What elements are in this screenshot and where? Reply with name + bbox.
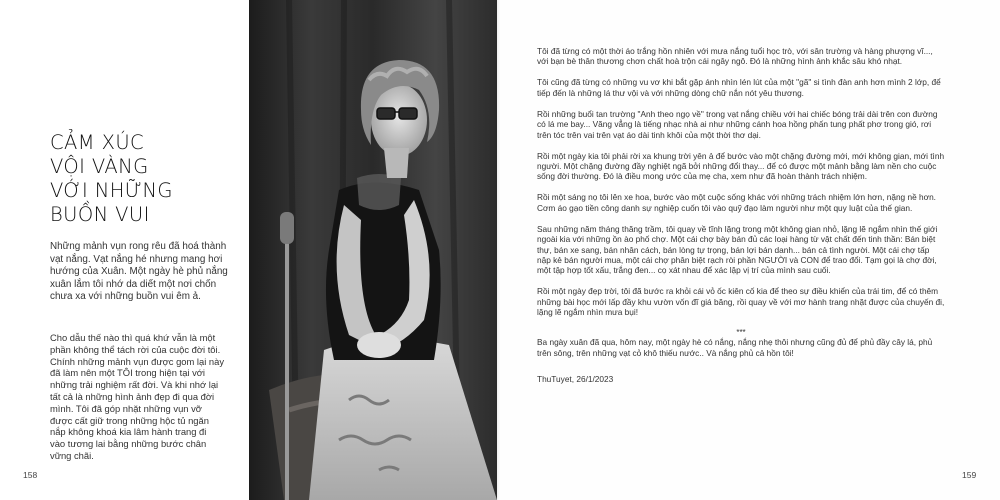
author-signature: ThuTuyet, 26/1/2023 (537, 374, 614, 385)
microphone-head (280, 212, 294, 244)
lead-line: vạt nắng. Vạt nắng hé nhưng mang hơi (50, 253, 223, 265)
right-body-text (537, 46, 945, 395)
title-line: VỚI NHỮNG (50, 179, 173, 202)
page-number-right: 159 (962, 470, 977, 480)
body-line: tất cả là những hình ảnh đẹp đi qua đời (50, 390, 215, 402)
closing-paragraph: Ba ngày xuân đã qua, hôm nay, một ngày hè có nắng, nắng nhẹ thôi nhưng cũng đủ để phủ đầy cây lá, phủ trên sông, trên những vạt cỏ khô thiếu nước.. Và nắng phủ cả hồn tôi! (537, 337, 933, 358)
body-line: vững chãi. (50, 449, 94, 461)
body-line: phần không thể tách rời của cuộc đời tôi. (50, 343, 221, 355)
microphone-stand (285, 230, 289, 500)
body-line: Cho dẫu thế nào thì quá khứ vẫn là một (50, 332, 216, 343)
page-number-left: 158 (23, 470, 38, 480)
title-line: VỘI VÀNG (50, 155, 149, 178)
body-line: được cất giữ trong những hộc tủ ngăn (50, 414, 209, 426)
chapter-title (50, 131, 240, 227)
body-paragraph: Rồi một ngày kia tôi phải rời xa khung trời yên ả để bước vào một chặng đường mới, mới không gian, mới tình người. Một chặng đường đầy nghiệt ngã bởi những đổi thay... để có được một mảnh bằng làm nền cho cuộc sống đời thường. Đó là điều mong ước của mẹ cha, xem như đã hoàn thành trách nhiệm. (537, 150, 945, 182)
body-line: đã làm nên một TÔI trong hiện tại với (50, 367, 206, 379)
portrait-photo (249, 0, 497, 500)
lead-line: Những mảnh vụn rong rêu đã hoá thành (50, 241, 227, 252)
lead-line: xuân lắm tôi nhớ da diết một nơi chốn (50, 278, 217, 290)
body-line: Chính những mảnh vụn được gom lại này (50, 355, 225, 367)
hands (357, 332, 401, 358)
body-line: những trải nghiệm rất đời. Và khi nhớ lại (50, 379, 219, 391)
portrait-photo-icon (249, 0, 497, 500)
glasses-left-lens (377, 108, 395, 119)
neck (384, 148, 409, 178)
body-line: mình. Tôi đã góp nhặt những vụn vỡ (50, 402, 202, 414)
glasses-right-lens (399, 108, 417, 119)
lead-paragraph (50, 241, 246, 304)
body-paragraph: Rồi một ngày đẹp trời, tôi đã bước ra khỏi cái vỏ ốc kiên cố kia để theo sự điều khiển của trái tim, để có thêm những bài học mới lấp đầy khu vườn vốn đĩ giá băng, rồi quay về với mơ hành trang nhặt được của chuyến đi, lặng lẽ ngắm nhìn mưa bụi! (537, 286, 945, 318)
section-separator: *** (736, 328, 746, 338)
lead-line: chưa xa với những buồn vui êm ả. (50, 291, 201, 303)
body-paragraph: Rồi một sáng nọ tôi lên xe hoa, bước vào một cuộc sống khác với những trách nhiệm lớn hơn, nặng nề hơn. Cơm áo gạo tiền công danh sự nghiệp cuốn tôi vào quỹ đạo làm người như một quy luật của thế gian. (537, 192, 936, 213)
body-paragraph: Rồi những buổi tan trường "Anh theo ngọ về" trong vạt nắng chiều với hai chiếc bóng trải dài trên con đường có lá me bay... Văng vẳng là tiếng nhạc nhà ai như những cánh hoa hồng phấn tung phất phơ trong gió, rơi trên tóc trên vai trên vạt áo dài tinh khôi của một thời thơ dại. (537, 108, 938, 140)
body-line: nắp không khoá kia lâm hành trang đi (50, 426, 207, 438)
lead-line: hướng của Xuân. Một ngày hè phủ nắng (50, 266, 228, 278)
neck-sheer (357, 174, 401, 210)
body-paragraph: Tôi cũng đã từng có những vu vơ khi bắt gặp ánh nhìn lén lút của một "gã" si tình đàn anh hơn mình 2 lớp, để tiếp đến là những lá thư vội và với những dòng chữ nắn nót yêu thương. (537, 77, 941, 98)
left-body-paragraph (50, 332, 246, 462)
title-line: CẢM XÚC (50, 131, 145, 154)
body-paragraph: Sau những năm tháng thăng trầm, tôi quay về tĩnh lặng trong một không gian nhỏ, lặng lẽ ngắm nhìn thế giới ngoài kia với những ồn ào phố chợ. Một cái chợ bày bán đủ các loại hàng từ vật chất đến tinh thần: Bán biệt thự, bán xe sang, bán nhân cách, bán lòng tự trọng, bán lợi bán danh... bán cả tình người. Một cái chợ tấp nập kẻ bán người mua, một cái chợ phân biệt rạch ròi phần NGƯỜI và CON để trao đổi. Tạm gọi là chợ đời, một tập hợp tốt xấu, trắng đen... cọ xát nhau để xác lập vị trí của mình sau cuối. (537, 223, 938, 276)
body-line: vào tương lai bằng những bước chân (50, 438, 207, 450)
title-line: BUỒN VUI (50, 203, 150, 226)
body-paragraph: Tôi đã từng có một thời áo trắng hồn nhiên với mưa nắng tuổi học trò, với sân trường và hàng phượng vĩ..., với bạn bè thân thương chơn chất hoà trộn cái ngây ngô. Đó là những hình ảnh khắc sâu khó nhạt. (537, 46, 933, 67)
